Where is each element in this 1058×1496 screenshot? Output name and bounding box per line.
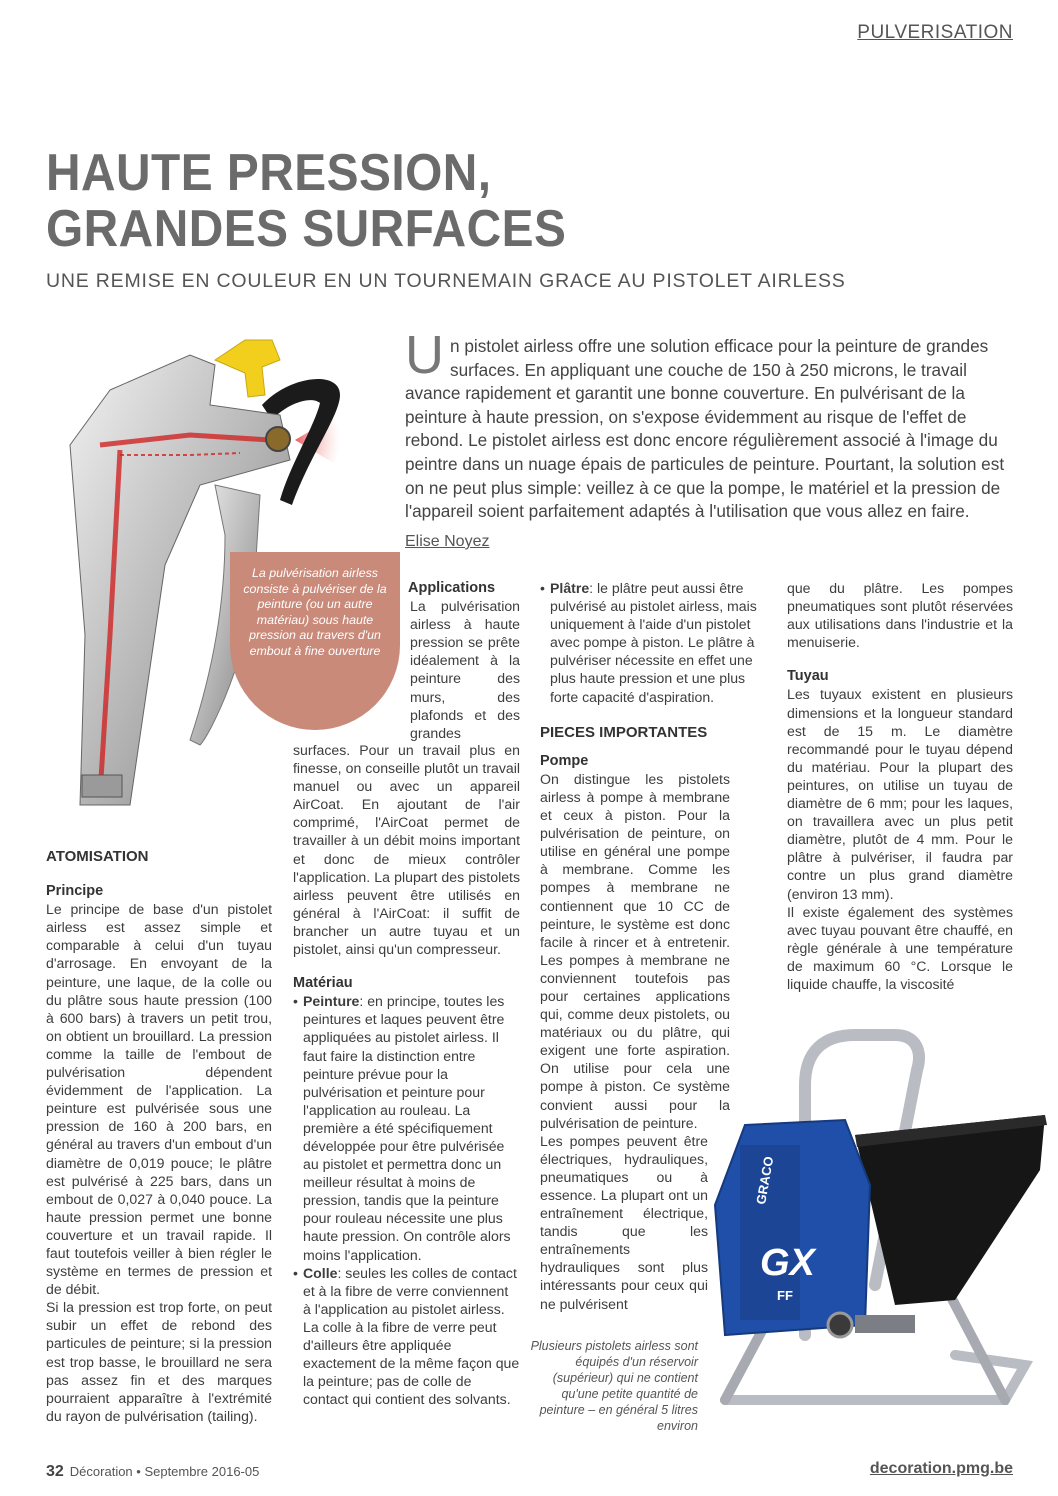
paragraph: Le principe de base d'un pistolet airless est assez simple et comparable à celui d'un tuyau d'arrosage. En envoyant de la peinture, une laque, de la colle ou du plâtre sous haute pression (100 à 600 bars) à travers un petit trou, on obtient un brouillard. La pression comme la taille de l'embout de pulvérisation dépendent évidemment de l'application. La peinture est pulvérisée sous une pression de 160 à 200 bars, en général au travers d'un embout d'un diamètre de 0,019 pouce; le plâtre est pulvérisé à 225 bars, dans un embout de 0,027 à 0,040 pouce. La haute pression permet une bonne couverture et un travail rapide. Il faut toutefois veiller à bien régler le système en termes de pression et de débit.	[46, 901, 272, 1298]
title-line-1: HAUTE PRESSION,	[46, 144, 492, 202]
heading-pieces-importantes: PIECES IMPORTANTES	[540, 723, 708, 741]
magazine-issue: Décoration • Septembre 2016-05	[69, 1464, 260, 1479]
model-label: GX	[760, 1242, 815, 1284]
lead-text: n pistolet airless offre une solution efficace pour la peinture de grandes surfaces. En appliquant une couche de 150 à 250 microns, le travail avance rapidement et garantit une bonne couverture. En pulvérisant de la peinture à haute pression, on s'expose évidemment au risque de l'effet de rebond. Le pistolet airless est donc encore régulièrement associé à l'image du peintre dans un nuage épais de particules de peinture. Pourtant, la solution est on ne peut plus simple: veillez à ce que la pompe, le matériel et la pression de l'appareil soient parfaitement adaptés à l'utilisation que vous allez en faire.	[405, 336, 1005, 522]
material-list-continued	[540, 579, 767, 706]
brand-label: GRACO	[753, 1155, 777, 1206]
list-item: • Colle: seules les colles de contact et à la fibre de verre conviennent à l'application au pistolet airless. La colle à la fibre de verre peut d'ailleurs être appliquée exactement de la même façon que la peinture; pas de colle de contact qui contient des solvants.	[293, 1264, 520, 1408]
paragraph: La pulvérisation airless à haute pression se prête idéalement à la peinture des murs, des plafonds et des grandes	[410, 598, 520, 741]
column-4	[787, 579, 1013, 993]
paragraph: Les pompes peuvent être électriques, hydrauliques, pneumatiques ou à essence. La plupart ont un entraînement électrique, tandis que les entraînements hydrauliques sont plus intéressants pour ceux qui ne pulvérisent	[540, 1132, 708, 1312]
column-2	[293, 741, 520, 1408]
author-byline: Elise Noyez	[405, 533, 490, 550]
paragraph: Les tuyaux existent en plusieurs dimensions et la longueur standard est de 15 m. Le diamètre recommandé pour le tuyau dépend du matériau. Pour la plupart des peintures, on utilise un tuyau de diamètre de 6 mm; pour les laques, on travaillera avec un plus petit diamètre, plutôt de 4 mm. Pour le plâtre à pulvériser, il faudra par contre un plus grand diamètre (environ 13 mm).	[787, 686, 1013, 902]
subheading-materiau: Matériau	[293, 975, 353, 992]
heading-atomisation: ATOMISATION	[46, 848, 149, 865]
paragraph: On distingue les pistolets airless à pompe à membrane et ceux à piston. Pour la pulvérisation de peinture, on utilise en général une pompe à membrane. Comme les pompes à membrane ne contiennent que 10 CC de peinture, le système est donc facile à rincer et à entretenir. Les pompes à membrane ne conviennent toutefois pas pour certaines applications qui, comme deux pistolets, ou matériaux ou du plâtre, qui exigent une forte aspiration. On utilise pour cela une pompe à piston. Ce système convient aussi pour la pulvérisation de peinture.	[540, 770, 730, 1131]
subheading-pompe: Pompe	[540, 752, 589, 769]
subheading-principe: Principe	[46, 883, 104, 900]
title-line-2: GRANDES SURFACES	[46, 200, 567, 258]
drop-cap: U	[405, 325, 444, 385]
paragraph: Il existe également des systèmes avec tuyau pouvant être chauffé, en règle générale à une température de maximum 60 °C. Lorsque le liquide chauffe, la viscosité	[787, 903, 1013, 992]
paragraph: que du plâtre. Les pompes pneumatiques sont plutôt réservées aux utilisations dans l'industrie et la menuiserie.	[787, 580, 1013, 651]
material-list	[293, 992, 520, 1408]
subheading-applications: Applications	[408, 580, 496, 596]
page-number: 32	[46, 1463, 64, 1480]
list-item: • Plâtre: le plâtre peut aussi être pulvérisé au pistolet airless, mais uniquement à l'aide d'un pistolet avec pompe à piston. Le plâtre à pulvériser nécessite en effet une plus haute pression et une plus forte capacité d'aspiration.	[540, 580, 757, 705]
caption-pump: Plusieurs pistolets airless sont équipés d'un réservoir (supérieur) qui ne contient qu'une petite quantité de peinture – en général 5 litres environ	[530, 1339, 698, 1433]
article-title	[46, 145, 690, 257]
list-item: • Peinture: en principe, toutes les peintures et laques peuvent être appliquées au pistolet airless. Il faut faire la distinction entre peinture prévue pour la pulvérisation et peinture pour l'application au rouleau. La première a été spécifiquement développée pour être pulvérisée au pistolet et permettra donc un meilleur résultat à moins de pression, tandis que la peinture pour rouleau nécessite une plus haute pression. On contrôle alors moins l'application.	[293, 993, 511, 1263]
column-1	[46, 848, 272, 1425]
paragraph: surfaces. Pour un travail plus en finesse, on conseille plutôt un travail manuel ou avec un appareil AirCoat. En ajoutant de l'air comprimé, l'AirCoat permet de travailler à un débit moins important et donc de mieux contrôler l'application. La plupart des pistolets airless peuvent être utilisés en général à l'AirCoat: il suffit de brancher un autre tuyau et un pistolet, ainsi qu'un compresseur.	[293, 742, 520, 958]
article-subtitle: UNE REMISE EN COULEUR EN UN TOURNEMAIN GRACE AU PISTOLET AIRLESS	[46, 270, 846, 292]
subheading-tuyau: Tuyau	[787, 668, 829, 685]
airless-pump-illustration	[705, 1025, 1058, 1425]
section-tag: PULVERISATION	[857, 22, 1013, 43]
lead-paragraph	[405, 325, 1025, 524]
website-link[interactable]: decoration.pmg.be	[869, 1460, 1013, 1477]
sub-model-label: FF	[777, 1288, 793, 1303]
callout-airless-definition: La pulvérisation airless consiste à pulvériser de la peinture (ou un autre matériau) sous haute pression au travers d'un embout à fine ouverture	[230, 552, 400, 730]
footer-left	[46, 1463, 259, 1481]
paragraph: Si la pression est trop forte, on peut subir un effet de rebond des particules de peinture; si la pression est trop basse, le brouillard ne sera pas assez fin et des marques pourraient apparaître à l'extrémité du rayon de pulvérisation (tailing).	[46, 1299, 272, 1424]
column-2-top	[410, 579, 520, 742]
